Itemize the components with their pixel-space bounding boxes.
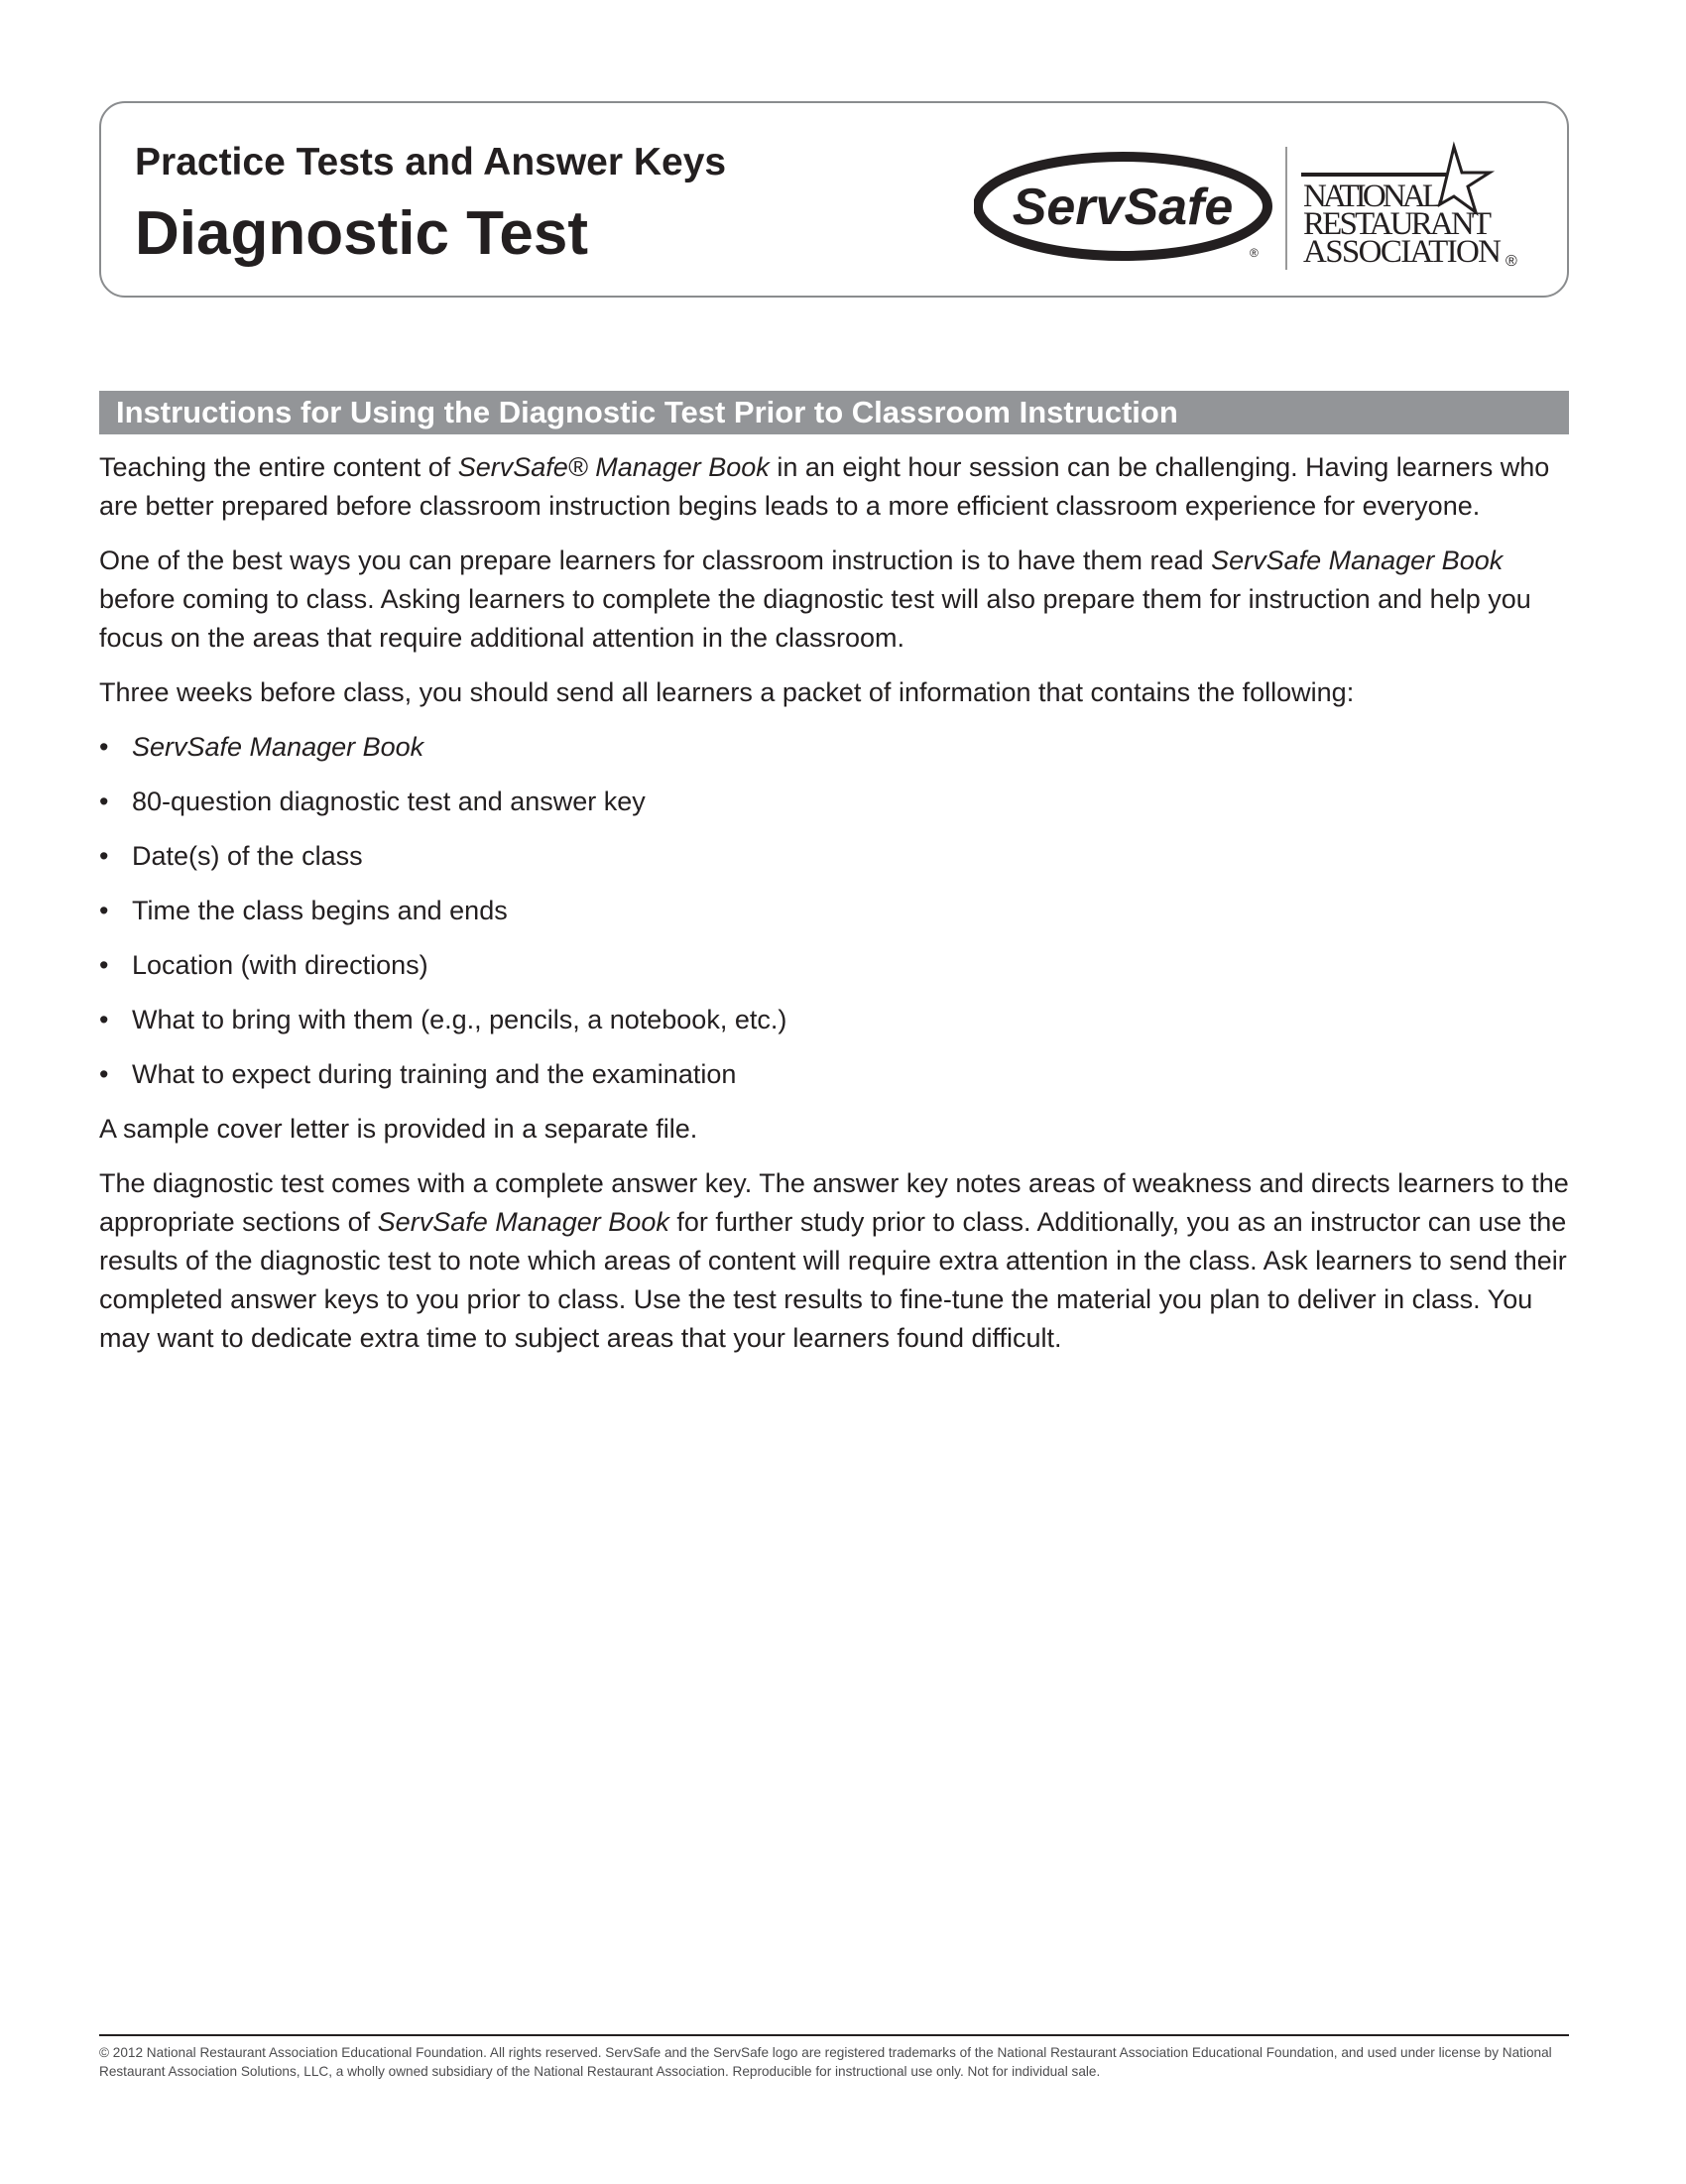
list-item: • What to bring with them (e.g., pencils, a notebook, etc.) (99, 1001, 1577, 1039)
section-heading: Instructions for Using the Diagnostic Test Prior to Classroom Instruction (116, 395, 1178, 429)
text: One of the best ways you can prepare learners for classroom instruction is to have them read (99, 546, 1212, 575)
svg-text:®: ® (1250, 246, 1259, 260)
svg-text:RESTAURANT: RESTAURANT (1303, 206, 1492, 242)
book-title: ServSafe Manager Book (377, 1207, 669, 1237)
packet-list (99, 728, 1577, 1094)
svg-text:ServSafe: ServSafe (1012, 179, 1234, 236)
list-item: • Date(s) of the class (99, 837, 1577, 876)
footer-divider (99, 2034, 1569, 2036)
svg-text:®: ® (1505, 253, 1517, 270)
paragraph-1 (99, 448, 1577, 526)
svg-text:ASSOCIATION: ASSOCIATION (1303, 234, 1502, 270)
header-box (99, 101, 1569, 298)
paragraph-3: Three weeks before class, you should send all learners a packet of information that contains the following: (99, 677, 1355, 707)
document-title: Diagnostic Test (135, 199, 589, 268)
section-heading-bar (99, 391, 1569, 434)
instructions-body (99, 448, 1577, 1374)
book-title: ServSafe Manager Book (1211, 546, 1504, 575)
list-item: • 80-question diagnostic test and answer key (99, 783, 1577, 821)
svg-text:NATIONAL: NATIONAL (1303, 179, 1442, 214)
list-item (99, 728, 1577, 767)
text: Teaching the entire content of (99, 452, 458, 482)
document-subtitle: Practice Tests and Answer Keys (135, 141, 727, 183)
list-item: • Time the class begins and ends (99, 892, 1577, 930)
footer-copyright: © 2012 National Restaurant Association Educational Foundation. All rights reserved. ServSafe and the ServSafe logo are registered trademarks of the National Restaurant Association Educational Foundation, and used under license by National Restaurant Association Solutions, LLC, a wholly owned subsidiary of the National Restaurant Association. Reproducible for instructional use only. Not for individual sale. (99, 2045, 1552, 2079)
list-item: • What to expect during training and the examination (99, 1055, 1577, 1094)
text: in an eight hour session can be challenging. Having learners who are better prepared before classroom instruction begins leads to a more efficient classroom experience for everyone. (99, 452, 1550, 521)
book-title: ServSafe Manager Book (132, 732, 424, 762)
servsafe-nra-logo (974, 125, 1559, 284)
paragraph-2 (99, 542, 1577, 658)
text: The diagnostic test comes with a complete answer key. The answer key notes areas of weakness and directs learners to the appropriate sections of (99, 1168, 1569, 1237)
paragraph-5 (99, 1164, 1577, 1358)
list-item: • Location (with directions) (99, 946, 1577, 985)
text: before coming to class. Asking learners to complete the diagnostic test will also prepare them for instruction and help you focus on the areas that require additional attention in the classroom. (99, 584, 1531, 653)
text: for further study prior to class. Additionally, you as an instructor can use the results of the diagnostic test to note which areas of content will require extra attention in the class. Ask learners to send their completed answer keys to you prior to class. Use the test results to fine-tune the material you plan to deliver in class. You may want to dedicate extra time to subject areas that your learners found difficult. (99, 1207, 1567, 1353)
book-title: ServSafe® Manager Book (457, 452, 770, 482)
paragraph-4: A sample cover letter is provided in a separate file. (99, 1114, 698, 1144)
